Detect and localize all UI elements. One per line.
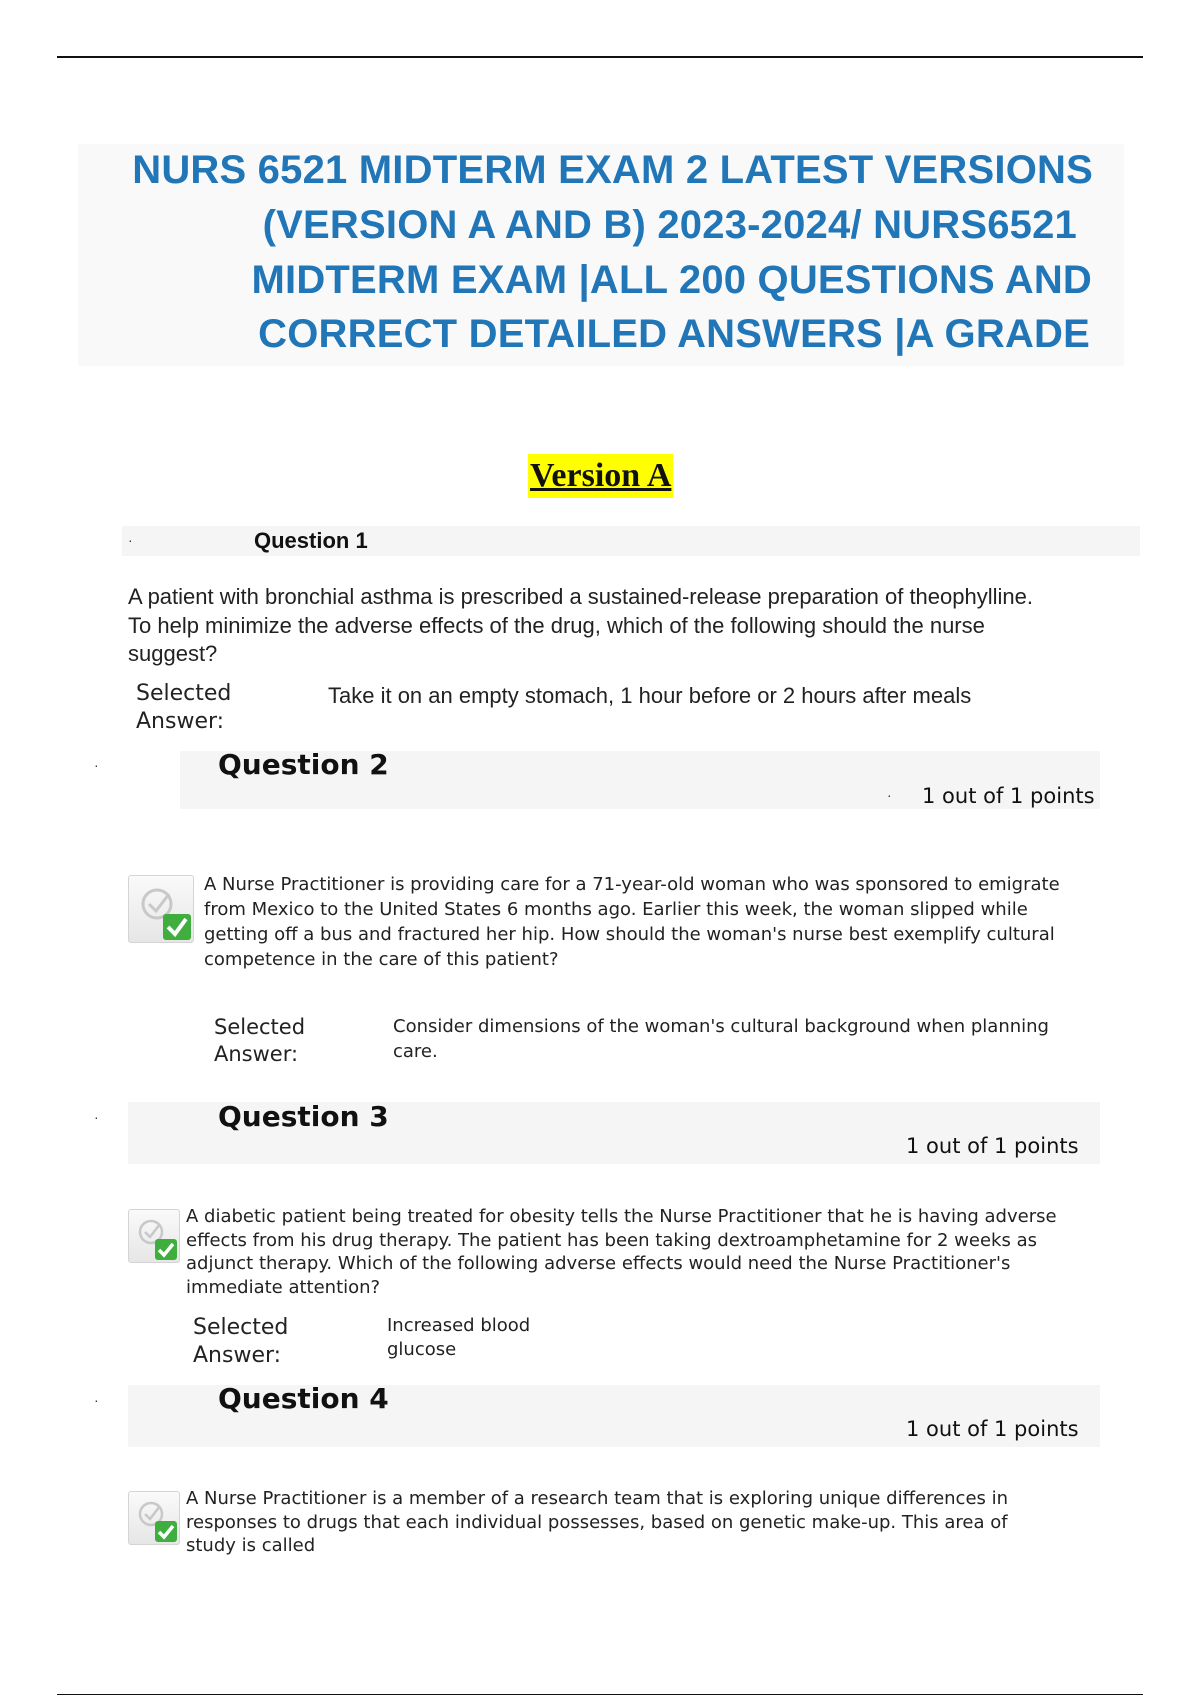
question-2-points-bullet: · — [887, 787, 892, 803]
selected-label-line-2: Answer: — [136, 709, 225, 734]
question-1-label: Question 1 — [254, 528, 368, 553]
question-2-bullet: · — [94, 757, 99, 773]
question-4-points: 1 out of 1 points — [906, 1417, 1079, 1441]
question-3-answer — [387, 1314, 530, 1362]
bottom-rule — [57, 1694, 1143, 1695]
question-1-bullet: · — [128, 532, 133, 548]
question-3-points: 1 out of 1 points — [906, 1134, 1079, 1158]
question-4-text: A Nurse Practitioner is a member of a research team that is exploring unique differences in responses to drugs that each individual possesses, based on genetic make-up. This area of study is called — [186, 1488, 1009, 1556]
question-1-answer: Take it on an empty stomach, 1 hour before or 2 hours after meals — [328, 683, 972, 708]
question-2-answer: Consider dimensions of the woman's cultural background when planning care. — [393, 1016, 1049, 1062]
selected-label-line-1: Selected — [136, 681, 232, 706]
correct-answer-check-icon — [128, 1209, 180, 1263]
question-3-selected-answer-label — [193, 1314, 288, 1370]
document-title-line-3: MIDTERM EXAM |ALL 200 QUESTIONS AND — [251, 258, 1092, 302]
selected-label-line-1: Selected — [214, 1015, 306, 1039]
question-3-text: A diabetic patient being treated for obesity tells the Nurse Practitioner that he is having adverse effects from his drug therapy. The patient has been taking dextroamphetamine for 2 weeks as adjunct therapy. Which of the following adverse effects would need the Nurse Practitioner's immediate attention? — [186, 1206, 1057, 1298]
answer-line-1: Increased blood — [387, 1315, 531, 1336]
selected-label-line-1: Selected — [193, 1315, 289, 1340]
top-rule — [57, 56, 1143, 58]
question-2-text: A Nurse Practitioner is providing care for a 71-year-old woman who was sponsored to emigrate from Mexico to the United States 6 months ago. Earlier this week, the woman slipped while getting off a bus and fractured her hip. How should the woman's nurse best exemplify cultural competence in the care of this patient? — [204, 874, 1060, 970]
question-1-text: A patient with bronchial asthma is prescribed a sustained-release preparation of theophylline. To help minimize the adverse effects of the drug, which of the following should the nurse suggest? — [128, 584, 1033, 666]
document-title-line-2: (VERSION A AND B) 2023-2024/ NURS6521 — [262, 203, 1077, 247]
question-3-label: Question 3 — [218, 1100, 389, 1133]
question-4-label: Question 4 — [218, 1382, 389, 1415]
document-title-line-1: NURS 6521 MIDTERM EXAM 2 LATEST VERSIONS — [132, 148, 1093, 192]
selected-label-line-2: Answer: — [193, 1343, 282, 1368]
question-2-selected-answer-label — [214, 1014, 305, 1068]
question-2-points: 1 out of 1 points — [922, 784, 1095, 808]
version-heading: Version A — [528, 454, 673, 498]
correct-answer-check-icon — [128, 875, 194, 943]
selected-label-line-2: Answer: — [214, 1042, 299, 1066]
correct-answer-check-icon — [128, 1491, 180, 1545]
question-4-bullet: · — [94, 1392, 99, 1408]
question-3-bullet: · — [94, 1109, 99, 1125]
question-1-selected-answer-label — [136, 680, 276, 736]
answer-line-2: glucose — [387, 1339, 457, 1360]
document-title-line-4: CORRECT DETAILED ANSWERS |A GRADE — [258, 312, 1090, 356]
question-2-label: Question 2 — [218, 748, 389, 781]
